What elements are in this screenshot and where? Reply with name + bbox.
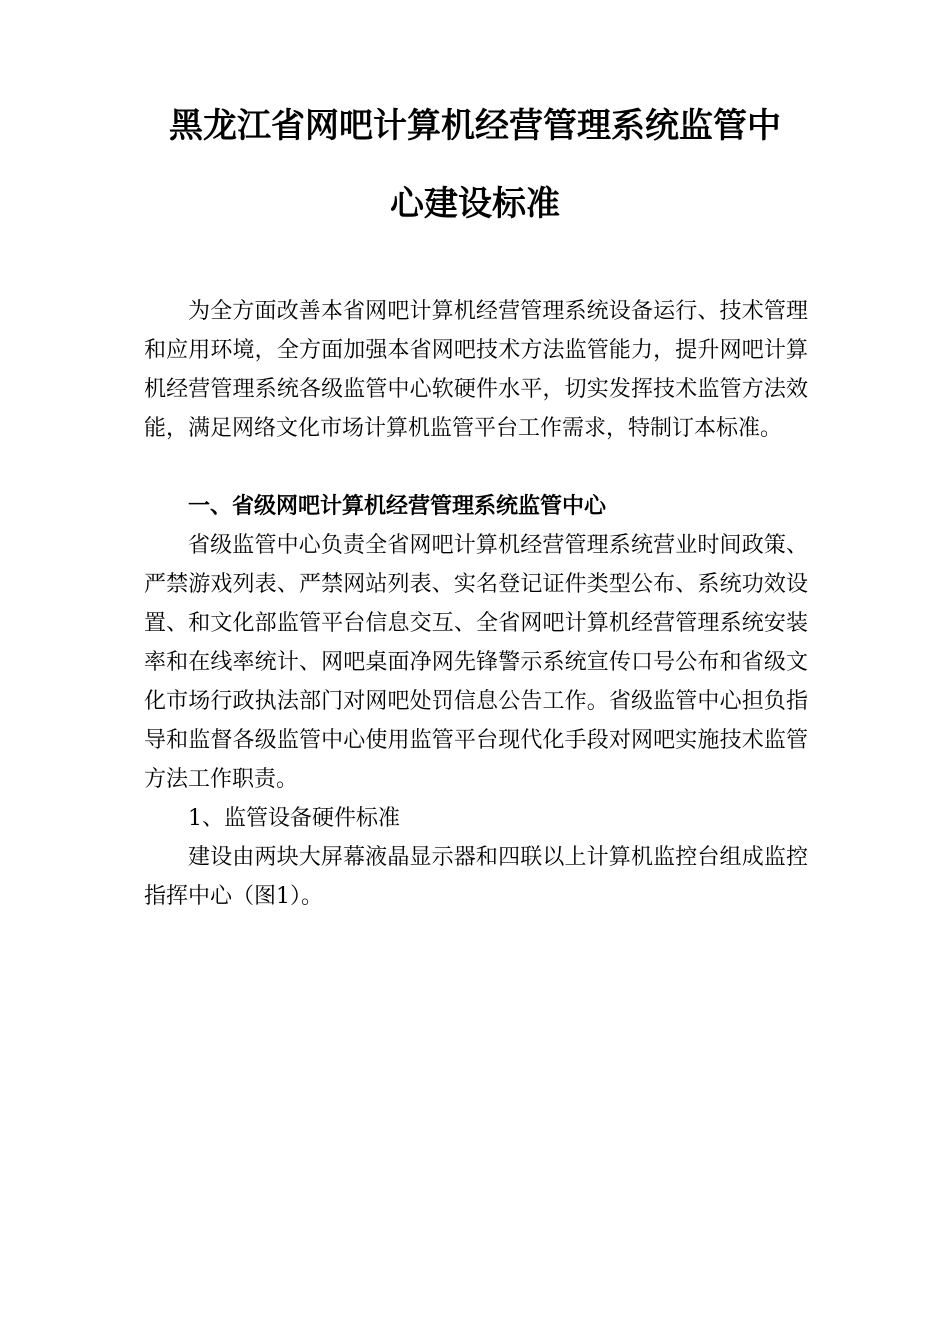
intro-paragraph: 为全方面改善本省网吧计算机经营管理系统设备运行、技术管理和应用环境，全方面加强本省网吧技术方法监管能力，提升网吧计算机经营管理系统各级监管中心软硬件水平，切实发挥技术监管方法效能，满足网络文化市场计算机监管平台工作需求，特制订本标准。	[144, 299, 808, 441]
document-title-line-1: 黑龙江省网吧计算机经营管理系统监管中	[169, 106, 781, 146]
section-1-heading: 一、省级网吧计算机经营管理系统监管中心	[188, 494, 607, 519]
subsection-1-heading: 1、监管设备硬件标准	[188, 806, 400, 831]
section-1-paragraph: 省级监管中心负责全省网吧计算机经营管理系统营业时间政策、严禁游戏列表、严禁网站列表、实名登记证件类型公布、系统功效设置、和文化部监管平台信息交互、全省网吧计算机经营管理系统安装率和在线率统计、网吧桌面净网先锋警示系统宣传口号公布和省级文化市场行政执法部门对网吧处罚信息公告工作。省级监管中心担负指导和监督各级监管中心使用监管平台现代化手段对网吧实施技术监管方法工作职责。	[144, 533, 808, 792]
document-title-line-2: 心建设标准	[390, 184, 560, 224]
subsection-1-paragraph: 建设由两块大屏幕液晶显示器和四联以上计算机监控台组成监控指挥中心（图1）。	[144, 845, 808, 909]
